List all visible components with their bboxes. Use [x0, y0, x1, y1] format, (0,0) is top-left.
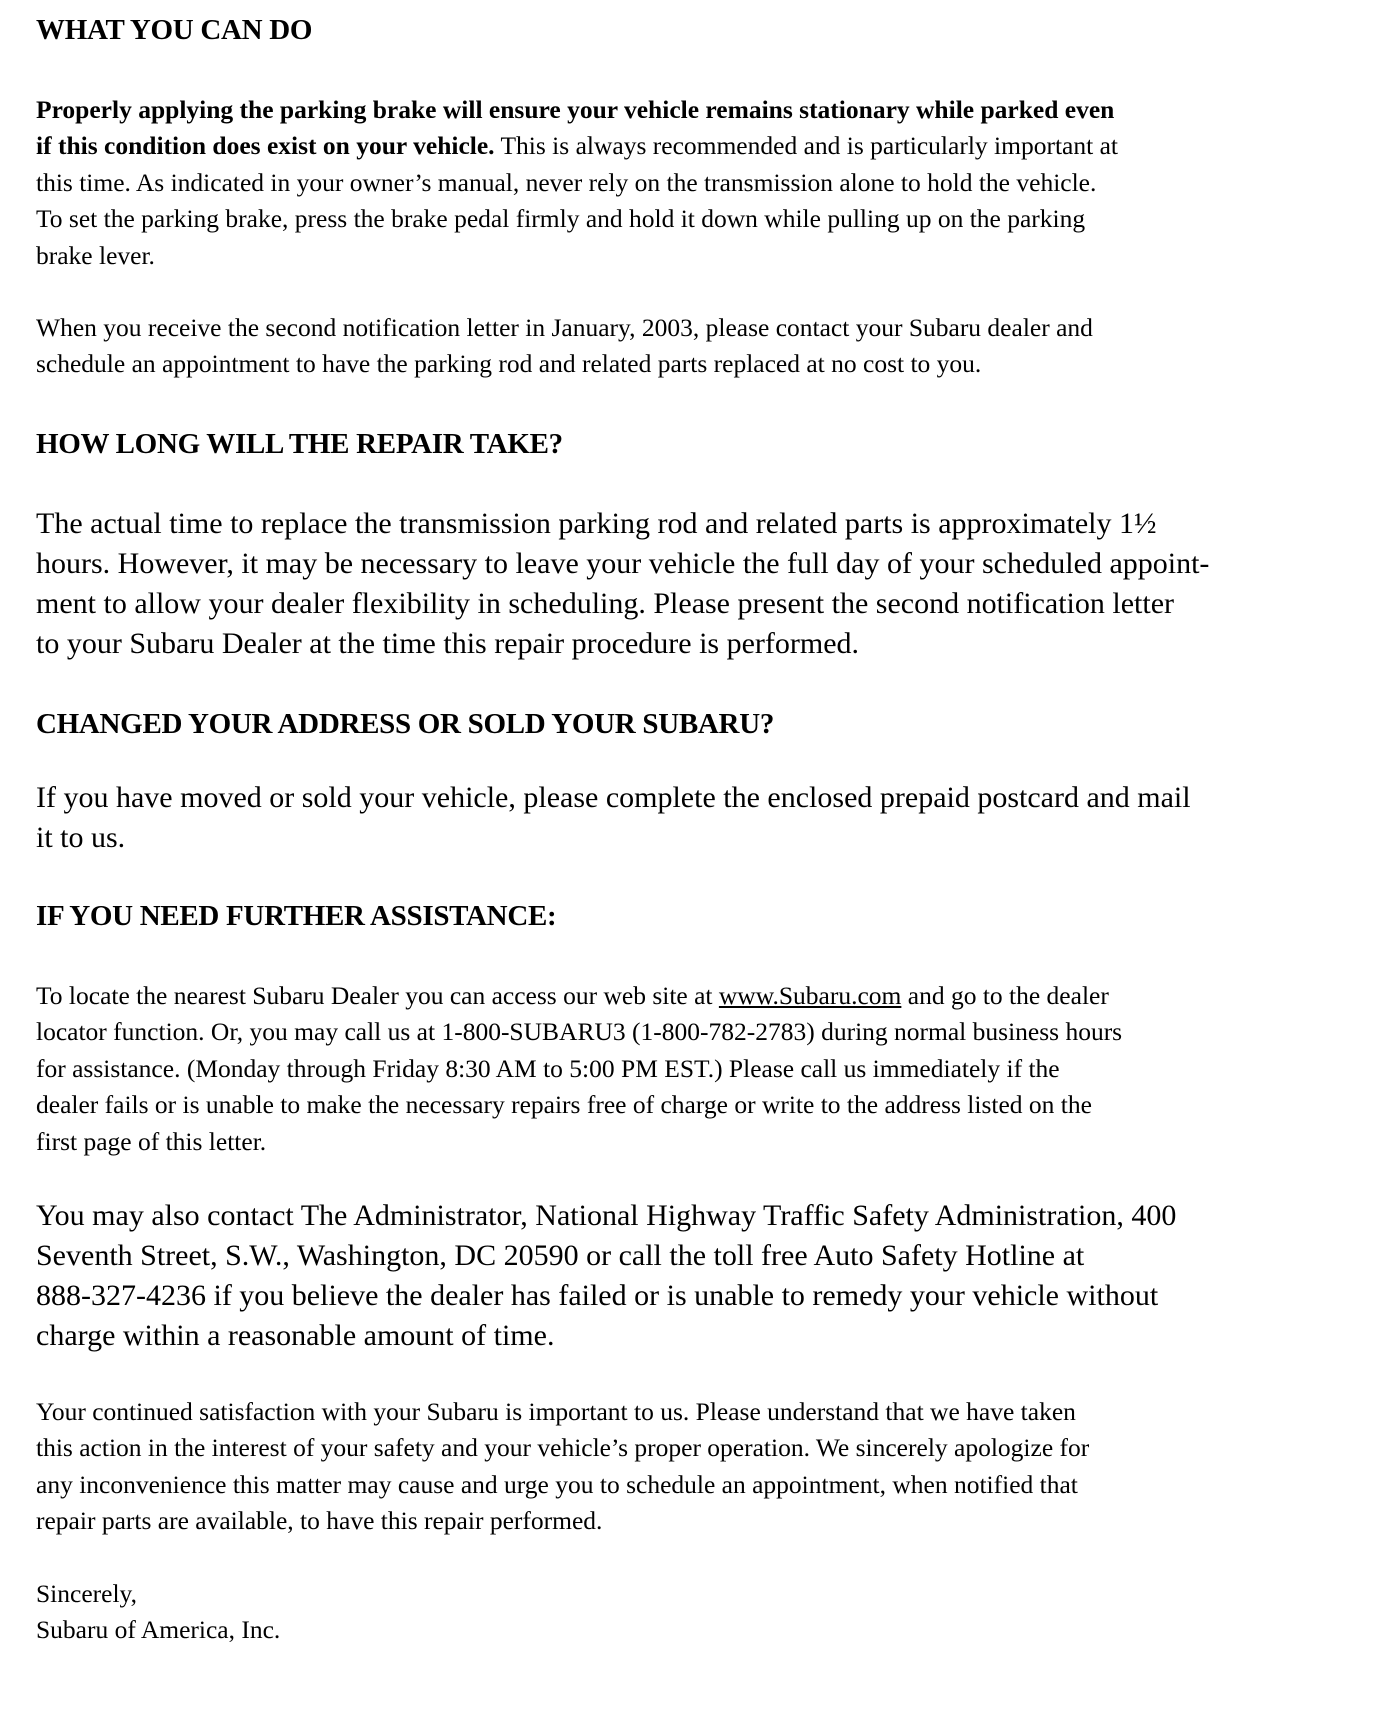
subaru-website-link[interactable]: www.Subaru.com — [718, 981, 902, 1010]
changed-address-line-1: If you have moved or sold your vehicle, please complete the enclosed prepaid postcard and mail — [36, 781, 1191, 814]
assistance-line-2: locator function. Or, you may call us at 1-800-SUBARU3 (1-800-782-2783) during normal business hours — [36, 1017, 1123, 1047]
changed-address-paragraph — [36, 778, 1346, 858]
repair-time-line-4: to your Subaru Dealer at the time this repair procedure is performed. — [36, 627, 860, 660]
assistance-line-5: first page of this letter. — [36, 1126, 267, 1156]
closing-line-1: Your continued satisfaction with your Subaru is important to us. Please understand that we have taken — [36, 1397, 1076, 1426]
parking-brake-paragraph — [36, 92, 1346, 274]
closing-paragraph — [36, 1394, 1346, 1540]
heading-repair-time: HOW LONG WILL THE REPAIR TAKE? — [36, 428, 563, 460]
parking-brake-line-3: this time. As indicated in your owner’s manual, never rely on the transmission alone to hold the vehicle. — [36, 167, 1097, 197]
parking-brake-line-5: brake lever. — [36, 240, 155, 270]
parking-brake-bold-end: if this condition does exist on your vehicle. — [36, 131, 495, 161]
repair-time-line-1: The actual time to replace the transmission parking rod and related parts is approximately 1½ — [36, 507, 1157, 540]
repair-time-paragraph — [36, 504, 1346, 664]
parking-brake-line-2-rest: This is always recommended and is particularly important at — [494, 131, 1118, 161]
heading-further-assistance: IF YOU NEED FURTHER ASSISTANCE: — [36, 900, 557, 932]
nhtsa-line-2: Seventh Street, S.W., Washington, DC 20590 or call the toll free Auto Safety Hotline at — [36, 1239, 1085, 1272]
second-notification-line-2: schedule an appointment to have the parking rod and related parts replaced at no cost to you. — [36, 349, 982, 379]
salutation: Sincerely, — [36, 1579, 138, 1608]
repair-time-line-3: ment to allow your dealer flexibility in scheduling. Please present the second notification letter — [36, 587, 1175, 620]
second-notification-line-1: When you receive the second notification letter in January, 2003, please contact your Subaru dealer and — [36, 313, 1093, 342]
assistance-line-4: dealer fails or is unable to make the necessary repairs free of charge or write to the address listed on the — [36, 1090, 1092, 1120]
assistance-line-3: for assistance. (Monday through Friday 8:30 AM to 5:00 PM EST.) Please call us immediately if the — [36, 1053, 1060, 1083]
heading-changed-address: CHANGED YOUR ADDRESS OR SOLD YOUR SUBARU? — [36, 708, 775, 740]
assistance-line-1-pre: To locate the nearest Subaru Dealer you can access our web site at — [36, 981, 719, 1010]
nhtsa-line-1: You may also contact The Administrator, National Highway Traffic Safety Administration, 400 — [36, 1199, 1177, 1232]
repair-time-line-2: hours. However, it may be necessary to leave your vehicle the full day of your scheduled appoint- — [36, 547, 1210, 580]
company-name: Subaru of America, Inc. — [36, 1615, 281, 1645]
closing-line-2: this action in the interest of your safety and your vehicle’s proper operation. We sincerely apologize for — [36, 1433, 1090, 1463]
nhtsa-line-3: 888-327-4236 if you believe the dealer has failed or is unable to remedy your vehicle without — [36, 1279, 1159, 1312]
parking-brake-bold-line: Properly applying the parking brake will ensure your vehicle remains stationary while parked even — [36, 95, 1115, 124]
parking-brake-line-2 — [36, 128, 1346, 164]
assistance-line-1 — [36, 978, 1346, 1014]
nhtsa-line-4: charge within a reasonable amount of time. — [36, 1319, 555, 1352]
assistance-paragraph — [36, 978, 1346, 1160]
assistance-line-1-post: and go to the dealer — [901, 981, 1109, 1010]
second-notification-paragraph — [36, 310, 1346, 383]
parking-brake-line-4: To set the parking brake, press the brake pedal firmly and hold it down while pulling up on the parking — [36, 204, 1086, 234]
heading-what-you-can-do: WHAT YOU CAN DO — [36, 14, 313, 46]
changed-address-line-2: it to us. — [36, 821, 126, 854]
closing-line-3: any inconvenience this matter may cause and urge you to schedule an appointment, when notified that — [36, 1469, 1078, 1499]
signature-block — [36, 1576, 1346, 1649]
nhtsa-paragraph — [36, 1196, 1346, 1356]
closing-line-4: repair parts are available, to have this repair performed. — [36, 1506, 603, 1536]
